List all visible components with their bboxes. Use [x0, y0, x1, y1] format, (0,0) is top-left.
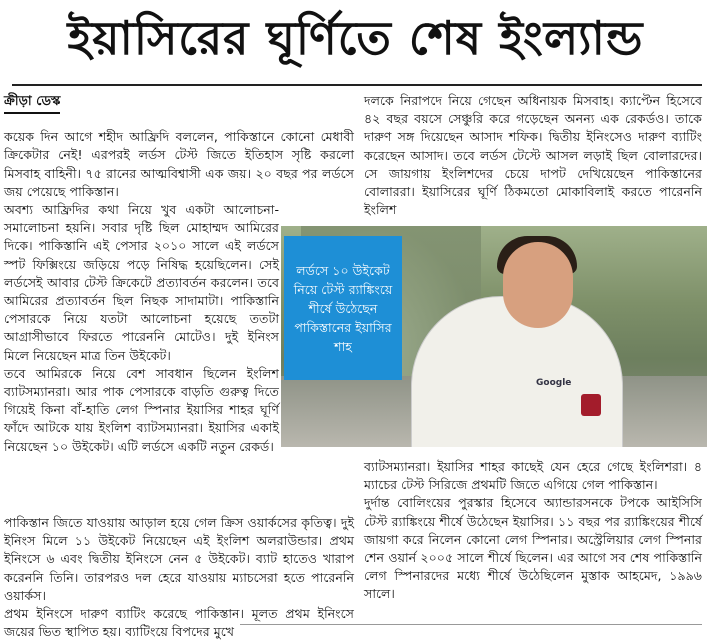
photo-caption: লর্ডসে ১০ উইকেট নিয়ে টেস্ট র‍্যাঙ্কিংয়ে শীর্ষে উঠেছেন পাকিস্তানের ইয়াসির শাহ — [284, 236, 402, 380]
column-right-top — [364, 92, 702, 219]
paragraph: পাকিস্তান জিতে যাওয়ায় আড়াল হয়ে গেল ক্রিস ওয়ার্কসের কৃতিত্ব। দুই ইনিংস মিলে ১১ উইকেট নিয়েছেন এই ইংলিশ অলরাউন্ডার। প্রথম ইনিংসে ৬ এবং দ্বিতীয় ইনিংসে নেন ৫ উইকেট। ব্যাট হাতেও খারাপ করেননি তিনি। তারপরও দল হেরে যাওয়ায় ম্যাচসেরা হতে পারেননি ওয়ার্কস। — [4, 515, 354, 603]
headline-rule — [12, 84, 702, 86]
bottom-rule — [240, 624, 702, 625]
paragraph: প্রথম ইনিংসে দারুণ ব্যাটিং করেছে পাকিস্তান। মূলত প্রথম ইনিংসে জয়ের ভিত স্থাপিত হয়। ব্যাটিংয়ে বিপদের মুখে — [4, 606, 354, 640]
paragraph: কয়েক দিন আগে শহীদ আফ্রিদি বললেন, পাকিস্তানে কোনো মেধাবী ক্রিকেটার নেই! এরপরই লর্ডস টেস্ট জিতে ইতিহাস সৃষ্টি করলো মিসবাহ বাহিনী। ৭৫ রানের আত্মবিশ্বাসী এক জয়। ২০ বছর পর লর্ডসে জয় পেয়েছে পাকিস্তান। — [4, 129, 354, 199]
column-right-bottom — [364, 458, 702, 604]
column-left-bottom — [4, 514, 354, 641]
shirt-sponsor-logo: Google — [536, 378, 572, 388]
paragraph: ব্যাটসম্যানরা। ইয়াসির শাহর কাছেই যেন হেরে গেছে ইংলিশরা। ৪ ম্যাচের টেস্ট সিরিজে প্রথমটি জিতে এগিয়ে গেল পাকিস্তান। — [364, 459, 702, 493]
paragraph: দলকে নিরাপদে নিয়ে গেছেন অধিনায়ক মিসবাহ। ক্যাপ্টেন হিসেবে ৪২ বছর বয়সে সেঞ্চুরি করে গড়েছেন অনন্য এক রেকর্ডও। তাকে দারুণ সঙ্গ দিয়েছেন আসাদ শফিক। দ্বিতীয় ইনিংসেও দারুণ ব্যাটিং করেছেন আসাদ। তবে লর্ডস টেস্টে আসল লড়াই ছিল বোলারদের। সে জায়গায় ইংলিশদের চেয়ে দাপট দেখিয়েছেন পাকিস্তানের বোলাররা। ইয়াসিরের ঘূর্ণি ঠিকমতো মোকাবিলাই করতে পারেননি ইংলিশ — [364, 93, 702, 218]
headline: ইয়াসিরের ঘূর্ণিতে শেষ ইংল্যান্ড — [67, 11, 644, 65]
paragraph: দুর্দান্ত বোলিংয়ের পুরস্কার হিসেবে অ্যান্ডারসনকে টপকে আইসিসি টেস্ট র‍্যাঙ্কিংয়ে শীর্ষে উঠেছেন ইয়াসির। ১১ বছর পর র‍্যাঙ্কিংয়ের শীর্ষে জায়গা করে নিলেন কোনো লেগ স্পিনার। অস্ট্রেলিয়ার লেগ স্পিনার শেন ওয়ার্ন ২০০৫ সালে শীর্ষে ছিলেন। এর আগে সব শেষ পাকিস্তানি লেগ স্পিনারদের মধ্যে শীর্ষে উঠেছিলেন মুস্তাক আহমেদ, ১৯৯৬ সালে। — [364, 495, 702, 602]
pcb-logo-icon — [581, 394, 601, 416]
paragraph: তবে আমিরকে নিয়ে বেশ সাবধান ছিলেন ইংলিশ ব্যাটসম্যানরা। আর পাক পেসারকে বাড়তি গুরুত্ব দিতে গিয়েই কিনা বাঁ-হাতি লেগ স্পিনার ইয়াসির শাহর ঘূর্ণি ফাঁদে আটকে যায় ইংলিশ ব্যাটসম্যানরা। ইয়াসির একাই নিয়েছেন ১০ উইকেট। এটি লর্ডসে একটি নতুন রেকর্ড। — [4, 365, 279, 454]
paragraph: অবশ্য আফ্রিদির কথা নিয়ে খুব একটা আলোচনা-সমালোচনা হয়নি। সবার দৃষ্টি ছিল মোহাম্মদ আমিরের দিকে। পাকিস্তানি এই পেসার ২০১০ সালে এই লর্ডসে স্পট ফিক্সিংয়ে জড়িয়ে পড়ে নিষিদ্ধ হয়েছিলেন। সেই লর্ডসেই আবার টেস্ট ক্রিকেটে প্রত্যাবর্তন করলেন। তবে আমিরের প্রত্যাবর্তন ছিল নিছক সাদামাটা। পাকিস্তানি পেসারকে নিয়ে যতটা আলোচনা হয়েছে ততটা আগ্রাসীভাবে ফিরতে পারেননি মোটেও। দুই ইনিংস মিলে নিয়েছেন মাত্র তিন উইকেট। — [4, 202, 279, 363]
player-face — [503, 242, 573, 328]
desk-byline: ক্রীড়া ডেস্ক — [4, 93, 60, 114]
